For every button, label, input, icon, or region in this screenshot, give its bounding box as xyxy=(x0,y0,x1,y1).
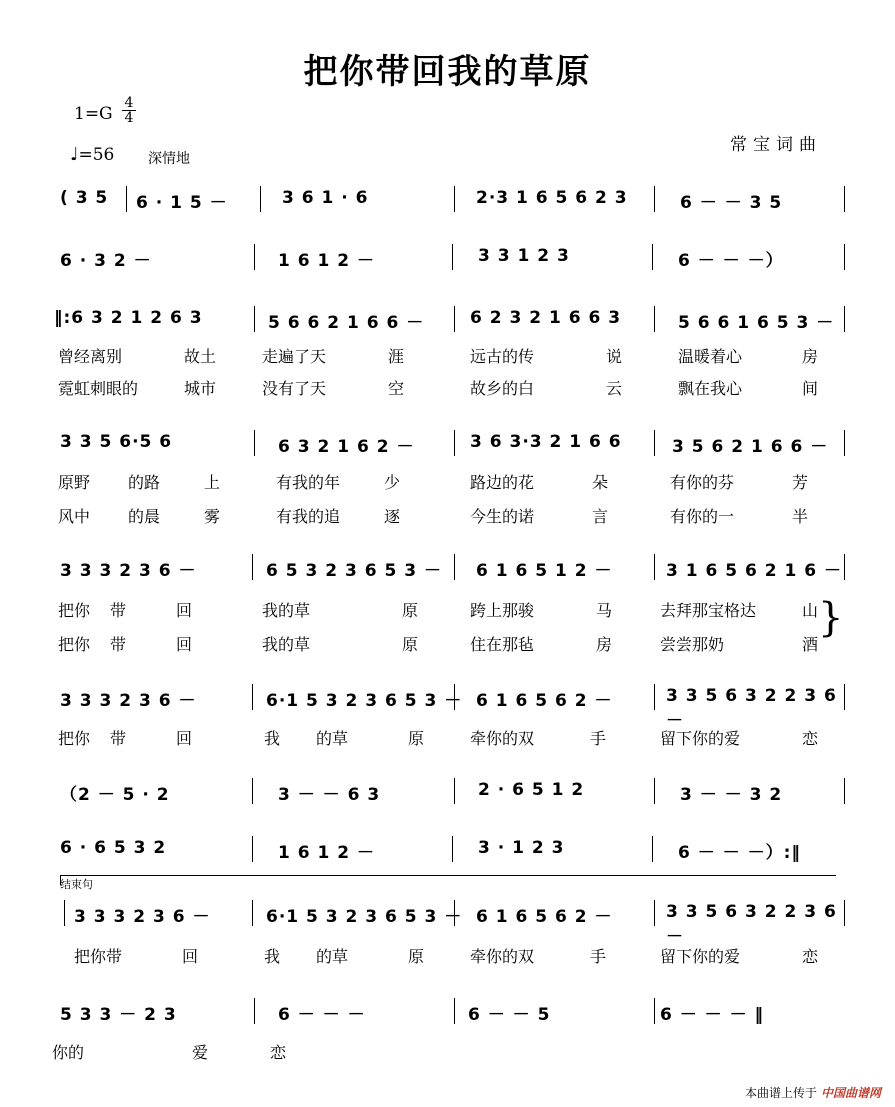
measure: 1 6 1 2 － xyxy=(278,251,375,271)
lyric: 恋 xyxy=(802,947,819,966)
measure: 5 3 3 － 2 3 xyxy=(60,1005,177,1025)
time-signature xyxy=(122,96,136,125)
ending-bracket xyxy=(60,875,836,876)
measure: 6 － － －） xyxy=(678,251,784,271)
bar-line xyxy=(844,430,845,456)
lyric: 言 xyxy=(592,507,609,526)
bar-line xyxy=(454,186,455,212)
measure: 3 3 3 2 3 6 － xyxy=(74,907,211,927)
lyric: 故土 xyxy=(184,347,217,366)
lyric: 带 xyxy=(110,729,127,748)
bar-line xyxy=(652,836,653,862)
measure: 3 5 6 2 1 6 6 － xyxy=(672,437,829,457)
footer-text: 本曲谱上传于 xyxy=(744,1086,817,1100)
measure: 3 － － 6 3 xyxy=(278,785,381,805)
bar-line xyxy=(126,186,127,212)
staff-line-8 xyxy=(56,832,846,862)
measure: （2 － 5 · 2 xyxy=(60,785,170,805)
lyric: 回 xyxy=(176,601,193,620)
lyric: 有你的一 xyxy=(670,507,735,526)
staff-line-6 xyxy=(56,680,846,731)
measure: 6 1 6 5 1 2 － xyxy=(476,561,613,581)
measure: 1 6 1 2 － xyxy=(278,843,375,863)
source-footer xyxy=(745,1084,881,1101)
bar-line xyxy=(654,778,655,804)
lyric: 房 xyxy=(596,635,613,654)
lyric: 走遍了天 xyxy=(262,347,327,366)
lyric: 留下你的爱 xyxy=(660,947,741,966)
bar-line xyxy=(454,430,455,456)
measure: 3 3 3 2 3 6 － xyxy=(60,691,197,711)
lyric: 回 xyxy=(182,947,199,966)
measure: 6 － － － ‖ xyxy=(660,1005,765,1025)
lyric: 把你 xyxy=(58,635,91,654)
lyric: 原 xyxy=(402,635,419,654)
bar-line xyxy=(844,186,845,212)
lyric: 跨上那骏 xyxy=(470,601,535,620)
measure: 3 3 5 6·5 6 xyxy=(60,432,173,452)
site-logo: 中国曲谱网 xyxy=(820,1086,881,1100)
lyric: 你的 xyxy=(52,1043,85,1062)
bar-line xyxy=(452,244,453,270)
lyric: 带 xyxy=(110,601,127,620)
lyric: 城市 xyxy=(184,379,217,398)
lyric: 马 xyxy=(596,601,613,620)
lyric: 曾经离别 xyxy=(58,347,123,366)
measure: 6 5 3 2 3 6 5 3 － xyxy=(266,561,442,581)
measure: 6 － － 5 xyxy=(468,1005,551,1025)
lyric: 路边的花 xyxy=(470,473,535,492)
lyric: 住在那毡 xyxy=(470,635,535,654)
measure: 5 6 6 1 6 5 3 － xyxy=(678,313,835,333)
lyric: 我的草 xyxy=(262,635,311,654)
lyric: 爱 xyxy=(192,1043,209,1062)
lyric: 原野 xyxy=(58,473,91,492)
measure: 6 · 1 5 － xyxy=(136,193,228,213)
staff-line-9 xyxy=(56,896,846,947)
measure: ‖:6 3 2 1 2 6 3 xyxy=(54,308,203,328)
song-title: 把你带回我的草原 xyxy=(303,52,592,92)
lyric: 带 xyxy=(110,635,127,654)
composer-credit: 常宝词曲 xyxy=(730,135,822,155)
lyric: 有我的追 xyxy=(276,507,341,526)
lyric: 我 xyxy=(264,947,281,966)
bar-line xyxy=(454,778,455,804)
measure: 6 2 3 2 1 6 6 3 xyxy=(470,308,622,328)
lyric: 没有了天 xyxy=(262,379,327,398)
measure: 6 3 2 1 6 2 － xyxy=(278,437,415,457)
ending-label: 结束句 xyxy=(60,878,93,891)
lyric: 今生的诺 xyxy=(470,507,535,526)
bar-line xyxy=(454,554,455,580)
measure: 3 6 1 · 6 xyxy=(282,188,369,208)
lyric: 有你的芬 xyxy=(670,473,735,492)
staff-line-10 xyxy=(56,994,846,1024)
bar-line xyxy=(844,778,845,804)
bar-line xyxy=(452,836,453,862)
bar-line xyxy=(654,430,655,456)
measure: 3 1 6 5 6 2 1 6 － xyxy=(666,561,842,581)
staff-line-3 xyxy=(56,302,846,332)
measure: 3 － － 3 2 xyxy=(680,785,783,805)
lyric: 间 xyxy=(802,379,819,398)
lyric: 雾 xyxy=(204,507,221,526)
bar-line xyxy=(654,306,655,332)
staff-line-5 xyxy=(56,550,846,580)
bar-line xyxy=(454,306,455,332)
lyric: 手 xyxy=(590,947,607,966)
measure: 6 － － －）:‖ xyxy=(678,843,801,863)
bar-line xyxy=(654,554,655,580)
bar-line xyxy=(252,778,253,804)
measure: 3 3 5 6 3 2 2 3 6 － xyxy=(666,902,837,947)
measure: 5 6 6 2 1 6 6 － xyxy=(268,313,425,333)
staff-line-2 xyxy=(56,240,846,270)
measure: ( 3 5 xyxy=(60,188,109,208)
measure: 3 3 1 2 3 xyxy=(478,246,570,266)
tempo-marking xyxy=(70,144,114,165)
lyric: 说 xyxy=(606,347,623,366)
bar-line xyxy=(654,900,655,926)
bar-line xyxy=(254,306,255,332)
lyric: 牵你的双 xyxy=(470,947,535,966)
bar-line xyxy=(454,998,455,1024)
lyric: 芳 xyxy=(792,473,809,492)
lyric: 恋 xyxy=(802,729,819,748)
lyric: 的草 xyxy=(316,947,349,966)
staff-line-1 xyxy=(56,182,846,212)
lyric: 故乡的白 xyxy=(470,379,535,398)
lyric: 逐 xyxy=(384,507,401,526)
lyric: 房 xyxy=(802,347,819,366)
bar-line xyxy=(252,684,253,710)
lyric: 风中 xyxy=(58,507,91,526)
bar-line xyxy=(654,684,655,710)
lyric: 我的草 xyxy=(262,601,311,620)
measure: 6 1 6 5 6 2 － xyxy=(476,907,613,927)
measure: 3 3 3 2 3 6 － xyxy=(60,561,197,581)
quarter-note-icon: ♩ xyxy=(70,144,79,165)
bar-line xyxy=(654,998,655,1024)
lyric: 把你带 xyxy=(74,947,123,966)
lyric: 的晨 xyxy=(128,507,161,526)
bar-line xyxy=(254,998,255,1024)
measure: 6·1 5 3 2 3 6 5 3 － xyxy=(266,907,463,927)
measure: 6 － － 3 5 xyxy=(680,193,783,213)
measure: 3 · 1 2 3 xyxy=(478,838,565,858)
bar-line xyxy=(252,554,253,580)
lyric: 少 xyxy=(384,473,401,492)
lyric: 回 xyxy=(176,635,193,654)
bar-line xyxy=(64,900,65,926)
expression-marking: 深情地 xyxy=(148,151,190,167)
measure: 6 · 6 5 3 2 xyxy=(60,838,167,858)
key-signature: 1=G xyxy=(74,104,113,124)
measure: 6 1 6 5 6 2 － xyxy=(476,691,613,711)
tempo-value: =56 xyxy=(78,145,115,165)
measure: 6·1 5 3 2 3 6 5 3 － xyxy=(266,691,463,711)
bar-line xyxy=(844,244,845,270)
lyric: 山 xyxy=(802,601,819,620)
lyric: 去拜那宝格达 xyxy=(660,601,757,620)
lyric: 霓虹刺眼的 xyxy=(58,379,139,398)
lyric: 原 xyxy=(408,729,425,748)
measure: 2·3 1 6 5 6 2 3 xyxy=(476,188,628,208)
lyric: 回 xyxy=(176,729,193,748)
bar-line xyxy=(254,430,255,456)
measure: 3 6 3·3 2 1 6 6 xyxy=(470,432,622,452)
bar-line xyxy=(844,554,845,580)
lyric: 留下你的爱 xyxy=(660,729,741,748)
bar-line xyxy=(654,186,655,212)
bar-line xyxy=(252,836,253,862)
verse-brace: } xyxy=(818,595,844,641)
lyric: 恋 xyxy=(270,1043,287,1062)
bar-line xyxy=(254,244,255,270)
lyric: 把你 xyxy=(58,601,91,620)
lyric: 温暖着心 xyxy=(678,347,743,366)
bar-line xyxy=(252,900,253,926)
staff-line-4 xyxy=(56,426,846,456)
lyric: 的路 xyxy=(128,473,161,492)
measure: 2 · 6 5 1 2 xyxy=(478,780,585,800)
lyric: 朵 xyxy=(592,473,609,492)
lyric: 空 xyxy=(388,379,405,398)
bar-line xyxy=(844,306,845,332)
lyric: 原 xyxy=(408,947,425,966)
measure: 6 － － － xyxy=(278,1005,366,1025)
lyric: 远古的传 xyxy=(470,347,535,366)
time-signature-top: 4 xyxy=(124,95,134,111)
lyric: 原 xyxy=(402,601,419,620)
lyric: 飘在我心 xyxy=(678,379,743,398)
lyric: 我 xyxy=(264,729,281,748)
bar-line xyxy=(652,244,653,270)
lyric: 酒 xyxy=(802,635,819,654)
lyric: 云 xyxy=(606,379,623,398)
lyric: 牵你的双 xyxy=(470,729,535,748)
time-signature-bottom: 4 xyxy=(124,110,134,126)
lyric: 的草 xyxy=(316,729,349,748)
bar-line xyxy=(260,186,261,212)
lyric: 涯 xyxy=(388,347,405,366)
lyric: 手 xyxy=(590,729,607,748)
lyric: 半 xyxy=(792,507,809,526)
measure: 3 3 5 6 3 2 2 3 6 － xyxy=(666,686,837,731)
lyric: 尝尝那奶 xyxy=(660,635,725,654)
lyric: 有我的年 xyxy=(276,473,341,492)
measure: 6 · 3 2 － xyxy=(60,251,152,271)
lyric: 上 xyxy=(204,473,221,492)
staff-line-7 xyxy=(56,774,846,804)
lyric: 把你 xyxy=(58,729,91,748)
